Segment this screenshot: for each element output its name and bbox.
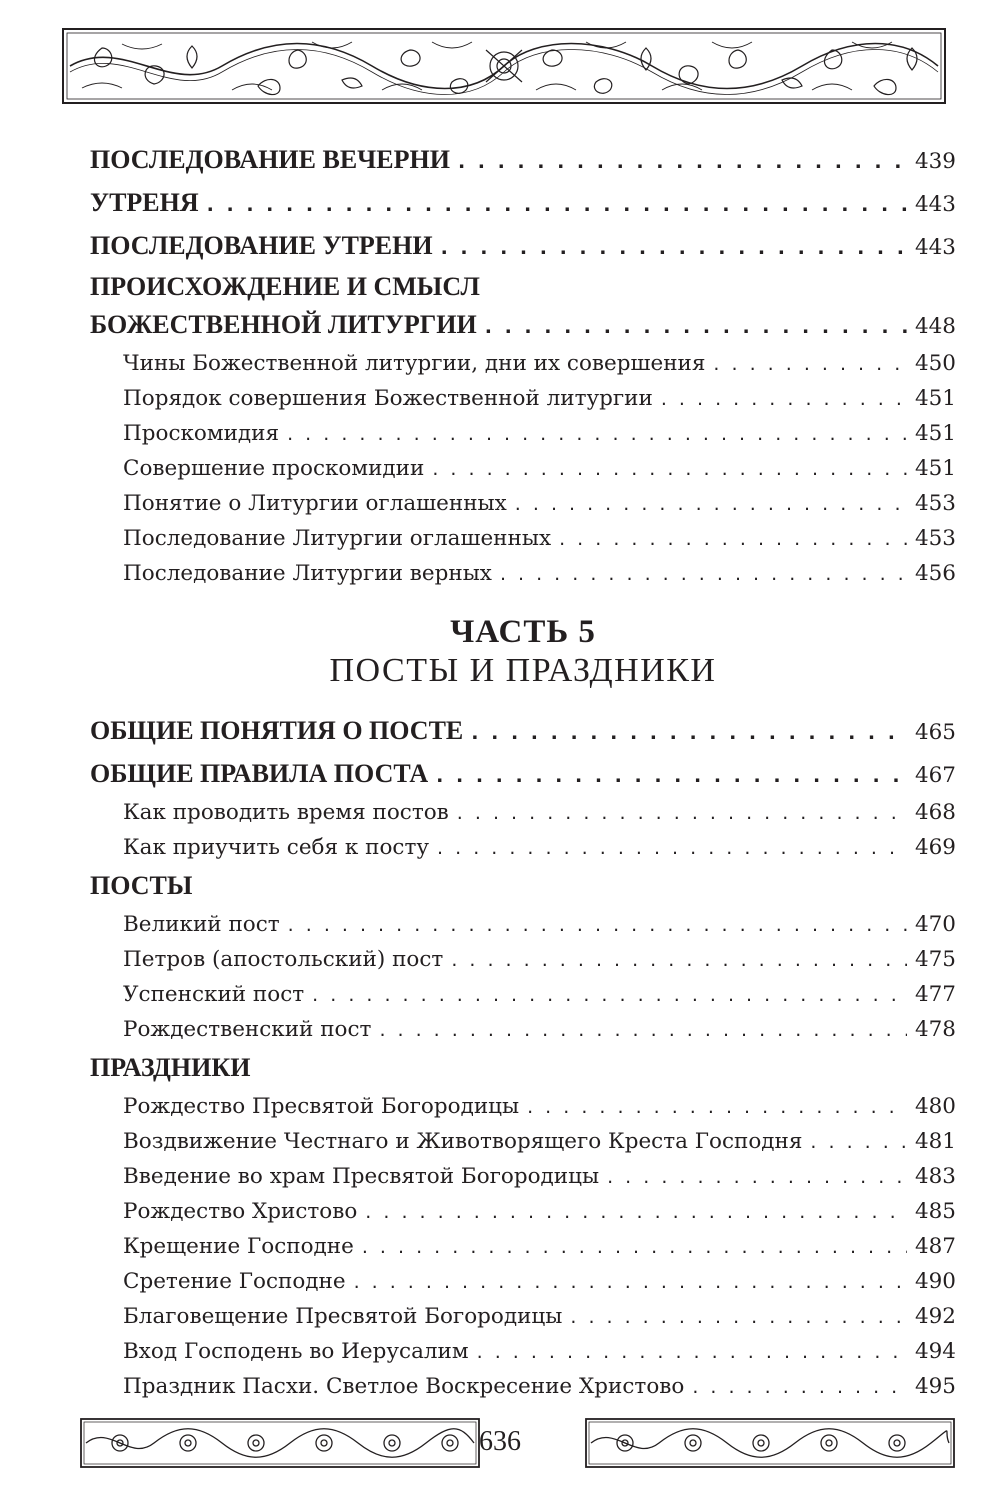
toc-subentry-title: Чины Божественной литургии, дни их совершения — [123, 351, 706, 376]
dot-leader — [500, 557, 907, 592]
toc-subentry — [90, 795, 956, 830]
toc-subentry-page: 450 — [914, 351, 956, 376]
toc-subentry-page: 468 — [914, 800, 956, 825]
toc-subentry-page: 478 — [914, 1017, 956, 1042]
toc-subentry-title: Благовещение Пресвятой Богородицы — [123, 1304, 563, 1329]
toc-entry-liturgy-line1 — [90, 267, 956, 307]
toc-subentry-page: 490 — [914, 1269, 956, 1294]
toc-subentry — [90, 346, 956, 381]
toc-subentry — [90, 556, 956, 591]
toc-subentry-title: Крещение Господне — [123, 1234, 354, 1259]
toc-entry-matins — [90, 181, 956, 224]
toc-entry-title: ПОСЛЕДОВАНИЕ УТРЕНИ — [90, 231, 433, 260]
dot-leader — [451, 943, 907, 978]
toc-subentry-page: 470 — [914, 912, 956, 937]
dot-leader — [515, 487, 907, 522]
dot-leader — [471, 712, 907, 755]
toc-subentry-page: 495 — [914, 1374, 956, 1399]
toc-subentry-title: Великий пост — [123, 912, 280, 937]
toc-subentry-page: 453 — [914, 491, 956, 516]
toc-subentry — [90, 977, 956, 1012]
toc-subentry-title: Как проводить время постов — [123, 800, 449, 825]
dot-leader — [432, 452, 907, 487]
dot-leader — [485, 306, 907, 349]
scroll-ornament-bottom-right — [585, 1418, 955, 1468]
toc-subentry — [90, 907, 956, 942]
toc-subentry-title: Введение во храм Пресвятой Богородицы — [123, 1164, 600, 1189]
toc-entry-page: 467 — [914, 763, 956, 788]
toc-subentry-title: Как приучить себя к посту — [123, 835, 430, 860]
toc-subentry-title: Сретение Господне — [123, 1269, 346, 1294]
toc-subentry-title: Понятие о Литургии оглашенных — [123, 491, 507, 516]
toc-subentry — [90, 1194, 956, 1229]
dot-leader — [810, 1125, 907, 1160]
toc-subentry-title: Воздвижение Честнаго и Животворящего Креста Господня — [123, 1129, 803, 1154]
toc-subentry-page: 494 — [914, 1339, 956, 1364]
dot-leader — [288, 908, 907, 943]
dot-leader — [437, 831, 907, 866]
dot-leader — [692, 1370, 907, 1405]
section-heading-title: ПРАЗДНИКИ — [90, 1053, 251, 1082]
toc-subentry — [90, 1089, 956, 1124]
toc-subentry-title: Последование Литургии оглашенных — [123, 526, 552, 551]
toc-subentry-page: 485 — [914, 1199, 956, 1224]
dot-leader — [457, 796, 907, 831]
toc-subentry — [90, 381, 956, 416]
toc-subentry — [90, 451, 956, 486]
toc-subentry — [90, 1264, 956, 1299]
toc-entry-matins-order — [90, 224, 956, 267]
toc-entry-fasting-concepts — [90, 709, 956, 752]
toc-entry-page: 439 — [914, 149, 956, 174]
dot-leader — [365, 1195, 907, 1230]
dot-leader — [354, 1265, 907, 1300]
toc-subentry — [90, 1124, 956, 1159]
toc-subentry-page: 483 — [914, 1164, 956, 1189]
toc-subentry-title: Рождество Пресвятой Богородицы — [123, 1094, 520, 1119]
toc-subentry-page: 487 — [914, 1234, 956, 1259]
dot-leader — [713, 347, 907, 382]
dot-leader — [477, 1335, 907, 1370]
toc-subentry-page: 481 — [914, 1129, 956, 1154]
toc-entry-title: ПРОИСХОЖДЕНИЕ И СМЫСЛ — [90, 272, 480, 301]
part-number: ЧАСТЬ 5 — [450, 614, 596, 650]
dot-leader — [559, 522, 907, 557]
toc-subentry — [90, 1229, 956, 1264]
toc-subentry — [90, 416, 956, 451]
toc-entry-liturgy — [90, 303, 956, 346]
section-heading-title: ПОСТЫ — [90, 871, 193, 900]
toc-subentry-page: 492 — [914, 1304, 956, 1329]
dot-leader — [441, 227, 907, 270]
dot-leader — [312, 978, 907, 1013]
table-of-contents — [90, 138, 956, 1404]
toc-subentry-page: 480 — [914, 1094, 956, 1119]
toc-subentry-title: Рождество Христово — [123, 1199, 358, 1224]
toc-subentry-title: Совершение проскомидии — [123, 456, 425, 481]
toc-subentry-title: Порядок совершения Божественной литургии — [123, 386, 653, 411]
toc-subentry-page: 451 — [914, 456, 956, 481]
toc-entry-title: УТРЕНЯ — [90, 188, 199, 217]
toc-subentry-title: Рождественский пост — [123, 1017, 372, 1042]
part-title: ПОСТЫ И ПРАЗДНИКИ — [329, 652, 717, 689]
toc-entry-vespers — [90, 138, 956, 181]
toc-entry-page: 465 — [914, 720, 956, 745]
toc-subentry — [90, 1012, 956, 1047]
part-heading — [90, 613, 956, 691]
dot-leader — [458, 141, 907, 184]
toc-entry-fasting-rules — [90, 752, 956, 795]
toc-subentry-title: Проскомидия — [123, 421, 280, 446]
dot-leader — [607, 1160, 907, 1195]
dot-leader — [207, 184, 907, 227]
toc-entry-page: 443 — [914, 235, 956, 260]
toc-subentry-page: 451 — [914, 421, 956, 446]
dot-leader — [661, 382, 907, 417]
toc-subentry-title: Петров (апостольский) пост — [123, 947, 444, 972]
dot-leader — [287, 417, 907, 452]
toc-entry-title: ОБЩИЕ ПОНЯТИЯ О ПОСТЕ — [90, 716, 464, 745]
toc-subentry — [90, 1369, 956, 1404]
page-number: 636 — [479, 1426, 521, 1457]
toc-subentry-page: 477 — [914, 982, 956, 1007]
toc-subentry-page: 475 — [914, 947, 956, 972]
dot-leader — [379, 1013, 907, 1048]
toc-subentry-page: 451 — [914, 386, 956, 411]
toc-subentry-page: 453 — [914, 526, 956, 551]
section-heading-feasts — [90, 1047, 956, 1089]
toc-subentry-title: Праздник Пасхи. Светлое Воскресение Христово — [123, 1374, 685, 1399]
toc-subentry-page: 456 — [914, 561, 956, 586]
toc-subentry-title: Успенский пост — [123, 982, 305, 1007]
toc-subentry — [90, 942, 956, 977]
toc-entry-title: ПОСЛЕДОВАНИЕ ВЕЧЕРНИ — [90, 145, 450, 174]
toc-entry-page: 443 — [914, 192, 956, 217]
toc-entry-page: 448 — [914, 314, 956, 339]
toc-subentry-title: Последование Литургии верных — [123, 561, 492, 586]
dot-leader — [527, 1090, 907, 1125]
toc-subentry — [90, 521, 956, 556]
floral-ornament-top — [62, 28, 946, 104]
toc-entry-title: БОЖЕСТВЕННОЙ ЛИТУРГИИ — [90, 310, 477, 339]
toc-subentry — [90, 1299, 956, 1334]
toc-entry-title: ОБЩИЕ ПРАВИЛА ПОСТА — [90, 759, 429, 788]
toc-subentry — [90, 1159, 956, 1194]
section-heading-fasts — [90, 865, 956, 907]
toc-subentry — [90, 1334, 956, 1369]
toc-subentry — [90, 486, 956, 521]
dot-leader — [570, 1300, 907, 1335]
dot-leader — [362, 1230, 907, 1265]
toc-subentry-title: Вход Господень во Иерусалим — [123, 1339, 469, 1364]
toc-subentry-page: 469 — [914, 835, 956, 860]
dot-leader — [436, 755, 907, 798]
toc-subentry — [90, 830, 956, 865]
